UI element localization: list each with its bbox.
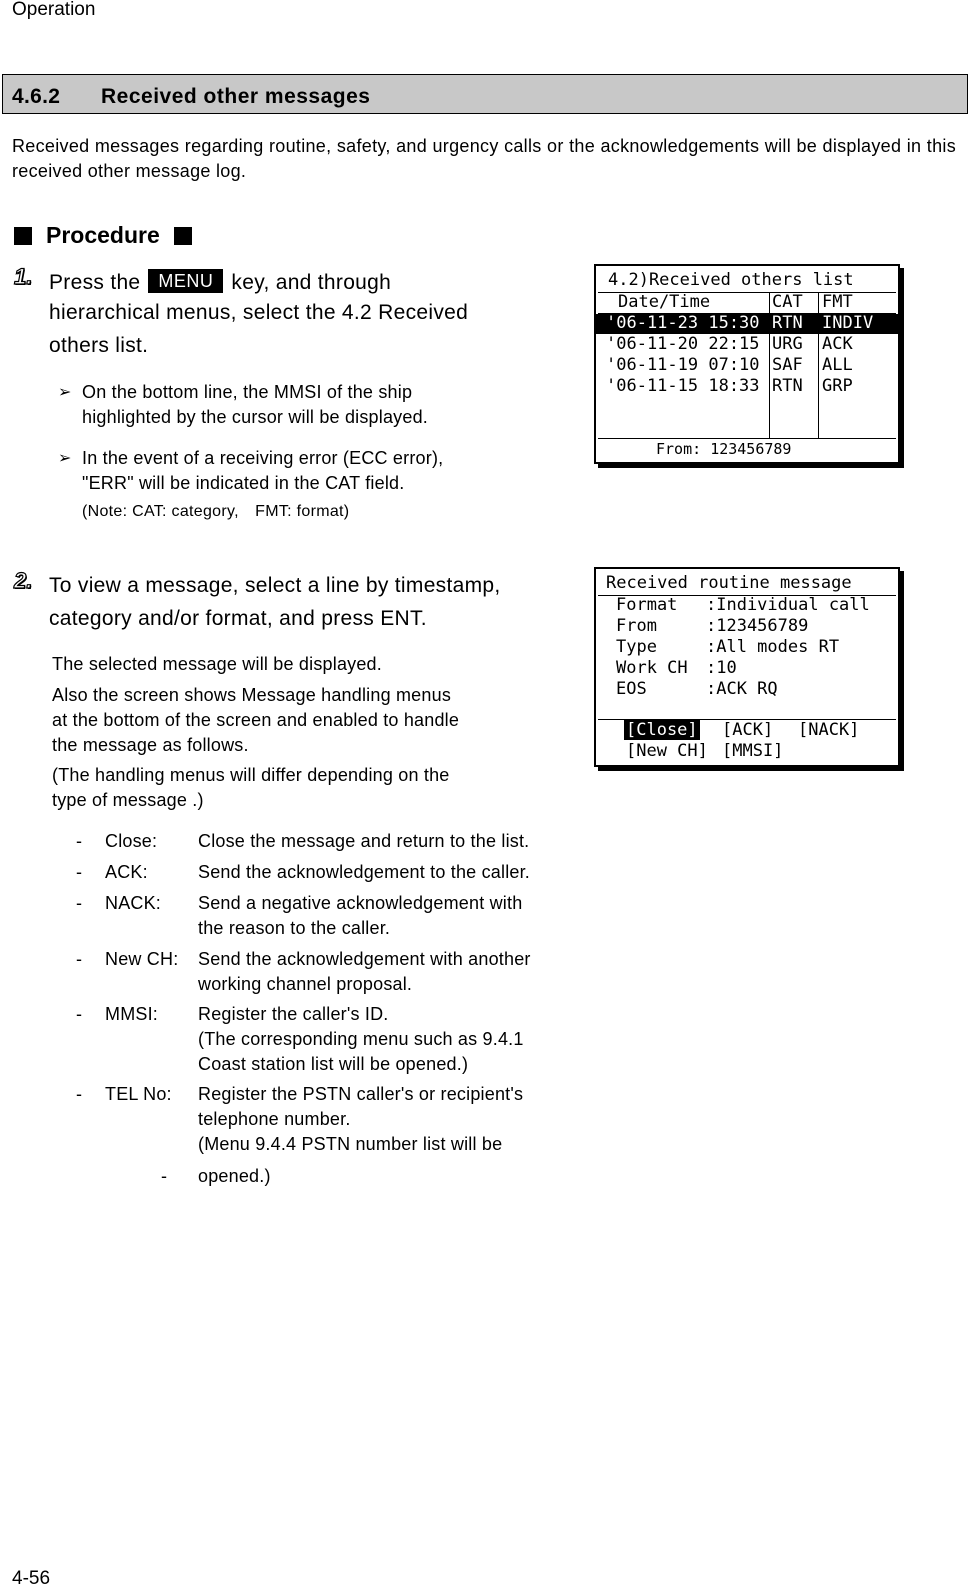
nack-button[interactable]: [NACK] <box>798 720 860 740</box>
trailing-text: opened.) <box>198 1166 271 1186</box>
step-2-number: 2. <box>14 568 33 593</box>
list-item <box>76 829 576 860</box>
list-item <box>76 1164 576 1192</box>
col-fmt-header: FMT <box>822 292 853 312</box>
field-label-type: Type <box>616 637 657 657</box>
list-item <box>76 1082 576 1164</box>
menu-key-label: MENU <box>148 269 223 293</box>
field-value-from: :123456789 <box>706 616 809 636</box>
page-number: 4-56 <box>12 1568 51 1589</box>
list-row-datetime[interactable]: '06-11-15 18:33 <box>606 376 760 396</box>
para-2-line-1: Also the screen shows Message handling menus <box>52 685 452 705</box>
term-ack: ACK: <box>105 862 148 882</box>
bullet-2-line-2: "ERR" will be indicated in the CAT field. <box>82 473 405 493</box>
desc-line: Close the message and return to the list. <box>198 831 530 851</box>
list-row-cat[interactable]: SAF <box>772 355 803 375</box>
term-close: Close: <box>105 831 158 851</box>
term-tel-no: TEL No: <box>105 1084 172 1104</box>
list-row-fmt[interactable]: INDIV <box>822 313 874 333</box>
bullet-2-line-1: In the event of a receiving error (ECC error), <box>82 448 444 468</box>
list-row-datetime[interactable]: '06-11-20 22:15 <box>606 334 760 354</box>
step-2-para-1: The selected message will be displayed. <box>52 654 382 674</box>
desc-line: Send a negative acknowledgement with <box>198 893 523 913</box>
step-2-para-2 <box>52 683 459 758</box>
step-1-line-2: hierarchical menus, select the 4.2 Received <box>49 301 469 324</box>
step-1-line-1 <box>49 266 391 299</box>
step-1-text-after: key, and through <box>231 271 392 294</box>
step-1-line-3: others list. <box>49 334 149 357</box>
from-value: 123456789 <box>710 440 792 458</box>
dash: - <box>161 1166 168 1186</box>
step-2-line-1: To view a message, select a line by timestamp, <box>49 574 501 597</box>
list-row-cat[interactable]: RTN <box>772 313 803 333</box>
desc-line: working channel proposal. <box>198 974 413 994</box>
field-value-eos: :ACK RQ <box>706 679 778 699</box>
bullet-1-line-1: On the bottom line, the MMSI of the ship <box>82 382 413 402</box>
field-value-work-ch: :10 <box>706 658 737 678</box>
from-mmsi-line <box>656 440 791 458</box>
dash: - <box>76 1004 83 1024</box>
procedure-heading <box>14 222 192 249</box>
step-2-para-3 <box>52 763 450 813</box>
ack-button[interactable]: [ACK] <box>722 720 774 740</box>
divider <box>598 438 896 439</box>
dash: - <box>76 831 83 851</box>
desc-ack <box>198 860 578 885</box>
desc-line: Register the caller's ID. <box>198 1004 389 1024</box>
para-2-line-2: at the bottom of the screen and enabled to handle <box>52 710 460 730</box>
desc-line: Register the PSTN caller's or recipient's <box>198 1084 524 1104</box>
desc-close <box>198 829 578 854</box>
list-item <box>76 860 576 891</box>
para-3-line-1: (The handling menus will differ depending on the <box>52 765 450 785</box>
step-1-text-before: Press the <box>49 271 141 294</box>
handling-menu-list <box>76 829 576 1192</box>
field-label-format: Format <box>616 595 678 615</box>
procedure-label: Procedure <box>46 222 160 248</box>
list-item <box>76 891 576 947</box>
dash: - <box>76 1084 83 1104</box>
list-row-cat[interactable]: URG <box>772 334 803 354</box>
desc-line: (Menu 9.4.4 PSTN number list will be <box>198 1134 503 1154</box>
step-1-bullet-2 <box>58 446 444 496</box>
field-label-work-ch: Work CH <box>616 658 688 678</box>
desc-tel-no <box>198 1082 578 1157</box>
arrow-bullet-icon: ➢ <box>58 450 72 467</box>
received-others-list-screen <box>594 264 900 464</box>
field-label-from: From <box>616 616 657 636</box>
dash: - <box>76 862 83 882</box>
list-row-datetime[interactable]: '06-11-23 15:30 <box>606 313 760 333</box>
section-title: Received other messages <box>101 85 371 108</box>
list-item <box>76 947 576 1002</box>
list-row-datetime[interactable]: '06-11-19 07:10 <box>606 355 760 375</box>
col-cat-header: CAT <box>772 292 803 312</box>
screen1-title: 4.2)Received others list <box>608 270 854 290</box>
field-value-type: :All modes RT <box>706 637 840 657</box>
screen2-title: Received routine message <box>606 573 852 593</box>
list-row-fmt[interactable]: GRP <box>822 376 853 396</box>
step-1-note: (Note: CAT: category, FMT: format) <box>82 503 350 520</box>
new-ch-button[interactable]: [New CH] <box>626 741 708 761</box>
desc-line: Send the acknowledgement with another <box>198 949 531 969</box>
intro-paragraph: Received messages regarding routine, safety, and urgency calls or the acknowledgements will be displayed in this received other message log. <box>12 136 956 181</box>
list-row-cat[interactable]: RTN <box>772 376 803 396</box>
dash: - <box>76 893 83 913</box>
desc-line: Send the acknowledgement to the caller. <box>198 862 531 882</box>
desc-nack <box>198 891 578 941</box>
step-1-bullet-1 <box>58 380 428 430</box>
desc-line: telephone number. <box>198 1109 351 1129</box>
dash: - <box>76 949 83 969</box>
para-2-line-3: the message as follows. <box>52 735 249 755</box>
from-label: From: <box>656 440 702 458</box>
field-label-eos: EOS <box>616 679 647 699</box>
bullet-1-line-2: highlighted by the cursor will be displayed. <box>82 407 428 427</box>
received-routine-message-screen <box>594 567 900 767</box>
desc-mmsi <box>198 1002 578 1077</box>
list-item <box>76 1002 576 1082</box>
step-1-number: 1. <box>14 264 33 289</box>
section-number: 4.6.2 <box>12 85 61 108</box>
col-datetime-header: Date/Time <box>618 292 711 312</box>
square-bullet-icon <box>14 227 32 245</box>
term-nack: NACK: <box>105 893 162 913</box>
field-value-format: :Individual call <box>706 595 870 615</box>
term-mmsi: MMSI: <box>105 1004 158 1024</box>
arrow-bullet-icon: ➢ <box>58 384 72 401</box>
desc-line: (The corresponding menu such as 9.4.1 <box>198 1029 524 1049</box>
close-button[interactable]: [Close] <box>626 720 698 740</box>
para-3-line-2: type of message .) <box>52 790 204 810</box>
desc-new-ch <box>198 947 578 997</box>
desc-line: Coast station list will be opened.) <box>198 1054 469 1074</box>
square-bullet-icon <box>174 227 192 245</box>
step-2-line-2: category and/or format, and press ENT. <box>49 607 427 630</box>
mmsi-button[interactable]: [MMSI] <box>722 741 784 761</box>
list-row-fmt[interactable]: ACK <box>822 334 853 354</box>
desc-line: the reason to the caller. <box>198 918 391 938</box>
term-new-ch: New CH: <box>105 949 179 969</box>
list-row-fmt[interactable]: ALL <box>822 355 853 375</box>
page-header: Operation <box>12 0 96 20</box>
